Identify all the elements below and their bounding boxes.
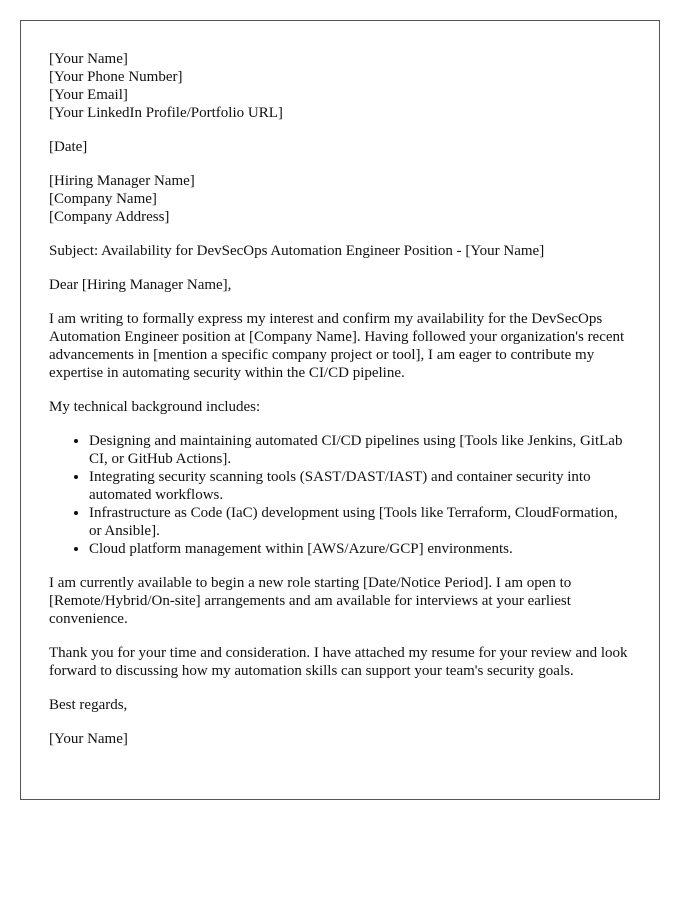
sender-linkedin: [Your LinkedIn Profile/Portfolio URL] (49, 105, 283, 121)
recipient-manager: [Hiring Manager Name] (49, 173, 195, 189)
letter-date: [Date] (49, 139, 88, 155)
salutation: Dear [Hiring Manager Name], (49, 277, 232, 293)
subject-line: Subject: Availability for DevSecOps Automation Engineer Position - [Your Name] (49, 243, 545, 259)
closing: Best regards, (49, 697, 128, 713)
sender-block (49, 50, 631, 122)
sender-name: [Your Name] (49, 51, 128, 67)
signature: [Your Name] (49, 731, 128, 747)
sender-email: [Your Email] (49, 87, 128, 103)
list-item: • Integrating security scanning tools (SAST/DAST/IAST) and container security into automated workflows. (89, 468, 631, 504)
list-item: • Designing and maintaining automated CI/CD pipelines using [Tools like Jenkins, GitLab CI, or GitHub Actions]. (89, 432, 631, 468)
recipient-block (49, 172, 631, 226)
availability-paragraph: I am currently available to begin a new role starting [Date/Notice Period]. I am open to [Remote/Hybrid/On-site] arrangements and am available for interviews at your earliest convenience. (49, 575, 572, 627)
list-item: • Cloud platform management within [AWS/Azure/GCP] environments. (89, 540, 631, 558)
list-item: • Infrastructure as Code (IaC) development using [Tools like Terraform, CloudFormation, or Ansible]. (89, 504, 631, 540)
recipient-company: [Company Name] (49, 191, 157, 207)
recipient-address: [Company Address] (49, 209, 170, 225)
background-lead: My technical background includes: (49, 399, 261, 415)
sender-phone: [Your Phone Number] (49, 69, 183, 85)
intro-paragraph: I am writing to formally express my interest and confirm my availability for the DevSecOps Automation Engineer position at [Company Name]. Having followed your organization's recent advancements in [mention a specific company project or tool], I am eager to contribute my expertise in automating security within the CI/CD pipeline. (49, 311, 625, 381)
letter-page (20, 20, 660, 800)
skills-list (49, 432, 631, 558)
thanks-paragraph: Thank you for your time and consideration. I have attached my resume for your review and look forward to discussing how my automation skills can support your team's security goals. (49, 645, 628, 679)
